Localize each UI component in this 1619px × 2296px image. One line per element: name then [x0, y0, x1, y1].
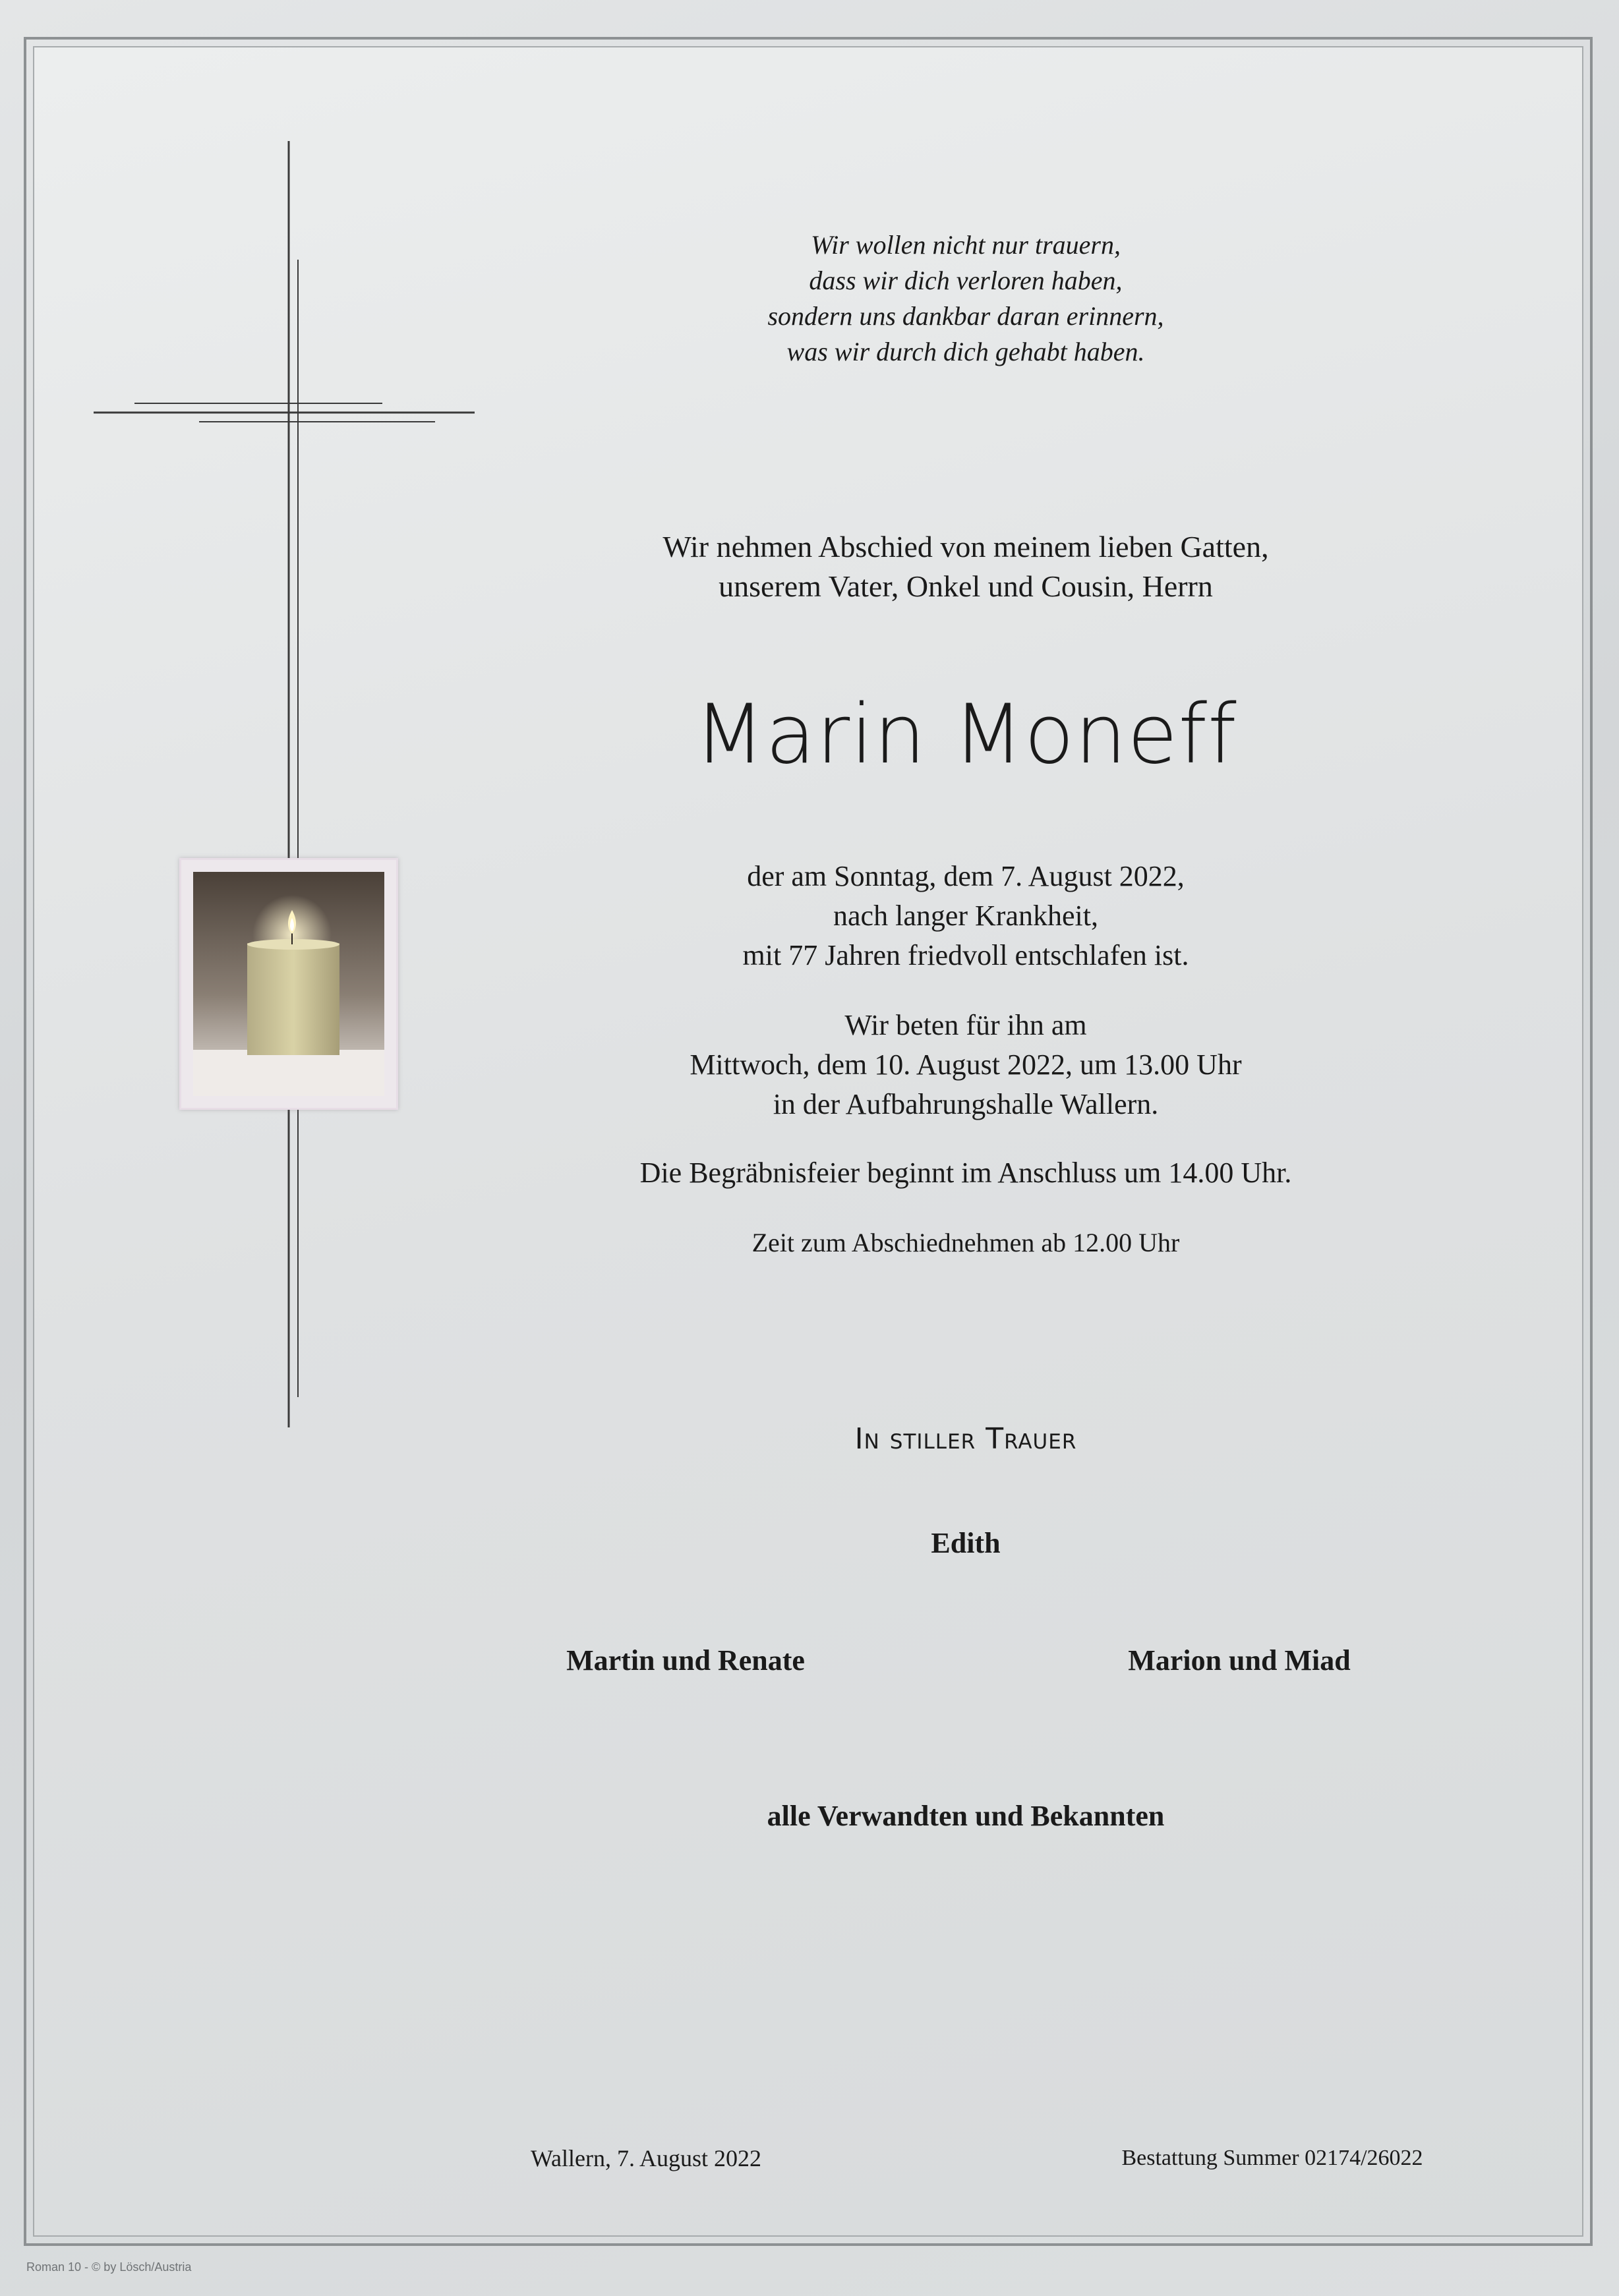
mourner-main: Edith [931, 1527, 1001, 1559]
verse-line: dass wir dich verloren haben, [809, 266, 1123, 295]
footer-undertaker: Bestattung Summer 02174/26022 [1121, 2146, 1423, 2170]
imprint: Roman 10 - © by Lösch/Austria [26, 2260, 192, 2274]
prayer-line: Wir beten für ihn am [844, 1009, 1087, 1041]
prayer-notice [580, 1006, 1351, 1124]
deceased-name: Marin Moneff [694, 687, 1237, 782]
footer-place-date: Wallern, 7. August 2022 [530, 2145, 762, 2171]
mourner-right: Marion und Miad [1128, 1644, 1351, 1677]
relatives-line: alle Verwandten und Bekannten [767, 1800, 1165, 1832]
farewell-line: Wir nehmen Abschied von meinem lieben Gatten, [662, 530, 1269, 563]
candle-icon [193, 872, 384, 1096]
death-notice [580, 857, 1351, 975]
farewell-line: unserem Vater, Onkel und Cousin, Herrn [719, 569, 1213, 603]
death-notice-line: der am Sonntag, dem 7. August 2022, [747, 860, 1185, 892]
verse [580, 227, 1351, 370]
candle-image [179, 858, 398, 1110]
cross-icon [0, 0, 501, 1450]
death-notice-line: mit 77 Jahren friedvoll entschlafen ist. [742, 939, 1189, 971]
death-notice-line: nach langer Krankheit, [833, 900, 1098, 932]
funeral-notice: Die Begräbnisfeier beginnt im Anschluss um 14.00 Uhr. [639, 1157, 1292, 1189]
viewing-notice: Zeit zum Abschiednehmen ab 12.00 Uhr [751, 1228, 1180, 1257]
verse-line: Wir wollen nicht nur trauern, [811, 230, 1121, 260]
prayer-line: Mittwoch, dem 10. August 2022, um 13.00 Uhr [690, 1048, 1242, 1081]
verse-line: was wir durch dich gehabt haben. [786, 337, 1145, 366]
mourning-heading: In stiller Trauer [854, 1422, 1077, 1456]
farewell-text [580, 527, 1351, 606]
verse-line: sondern uns dankbar daran erinnern, [767, 301, 1164, 331]
mourner-left: Martin und Renate [566, 1644, 805, 1677]
prayer-line: in der Aufbahrungshalle Wallern. [773, 1088, 1159, 1120]
